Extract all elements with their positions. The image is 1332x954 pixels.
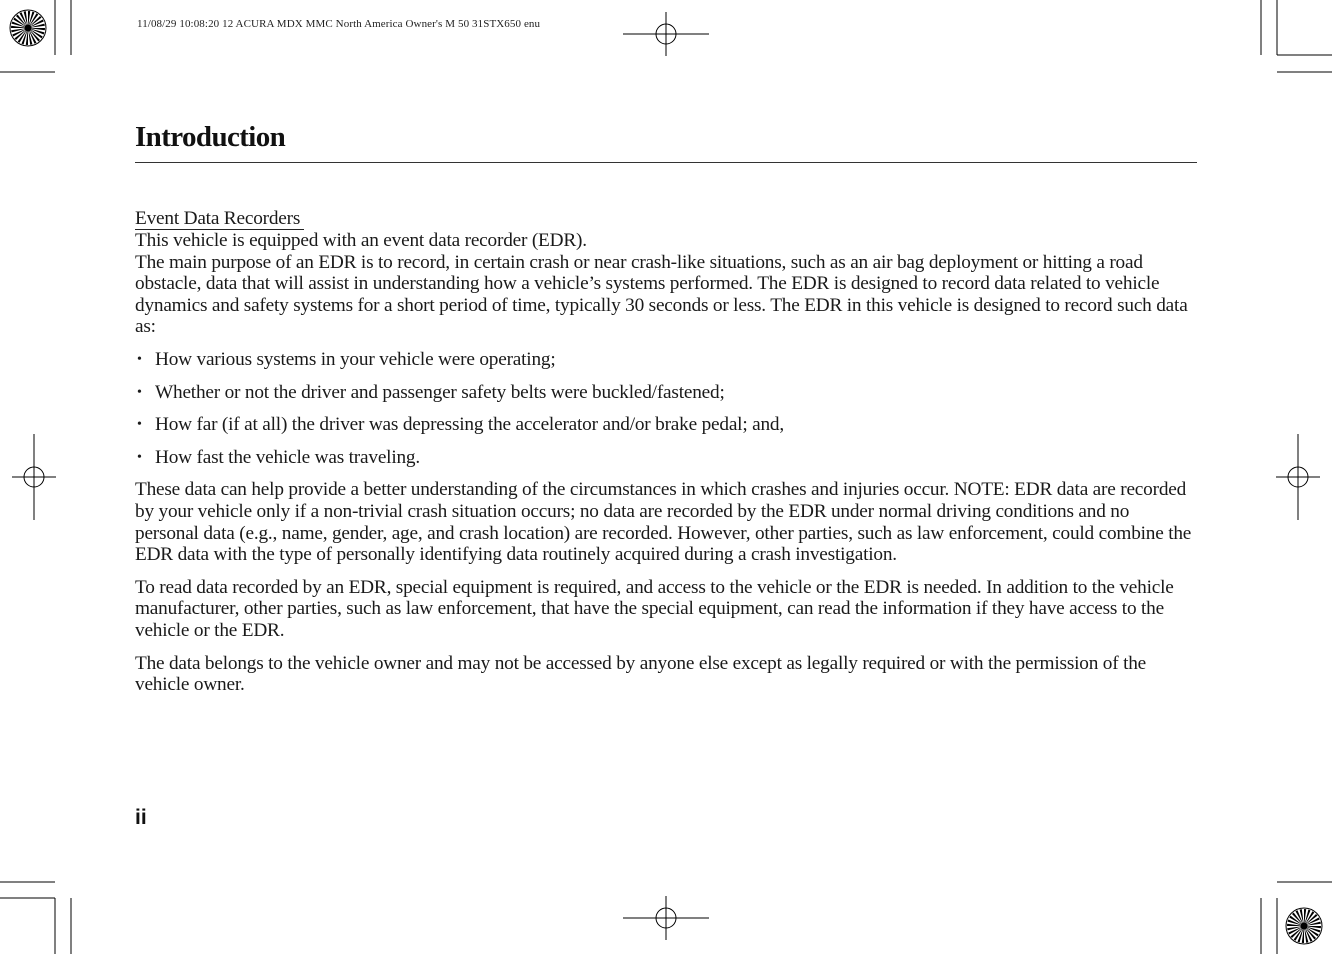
list-item	[135, 414, 1197, 436]
print-header: 11/08/29 10:08:20 12 ACURA MDX MMC North America Owner's M 50 31STX650 enu	[137, 18, 541, 30]
understanding-paragraph: These data can help provide a better understanding of the circumstances in which crashes and injuries occur. NOTE: EDR data are recorded by your vehicle only if a non-trivial crash situation occurs; no data are recorded by the EDR under normal driving conditions and no personal data (e.g., name, gender, age, and crash location) are recorded. However, other parties, such as law enforcement, could combine the EDR data with the type of personally identifying data routinely acquired during a crash investigation.	[135, 479, 1192, 566]
list-item	[135, 447, 1197, 469]
registration-target-bottom-right-icon	[1286, 908, 1322, 944]
list-item-text: How far (if at all) the driver was depressing the accelerator and/or brake pedal; and,	[155, 414, 784, 436]
crosshair-right-icon	[1276, 434, 1320, 520]
intro-line: This vehicle is equipped with an event data recorder (EDR).	[135, 230, 587, 251]
ownership-paragraph: The data belongs to the vehicle owner and may not be accessed by anyone else except as legally required or with the permission of the vehicle owner.	[135, 652, 1147, 696]
registration-target-top-left-icon	[10, 10, 46, 46]
section-heading: Event Data Recorders	[135, 209, 304, 230]
crosshair-left-icon	[12, 434, 56, 520]
section-heading-line	[135, 208, 1197, 230]
bullet-icon: •	[137, 351, 142, 367]
access-paragraph: To read data recorded by an EDR, special equipment is required, and access to the vehicle or the EDR is needed. In addition to the vehicle manufacturer, other parties, such as law enforcement, that have the special equipment, can read the information if they have access to the vehicle or the EDR.	[135, 576, 1174, 641]
page-title: Introduction	[135, 121, 286, 153]
list-item-text: How fast the vehicle was traveling.	[155, 446, 420, 468]
bullet-icon: •	[137, 417, 142, 433]
crosshair-bottom-icon	[623, 896, 709, 940]
bullet-icon: •	[137, 384, 142, 400]
list-item	[135, 349, 1197, 371]
section-content	[135, 208, 1197, 707]
page-number: ii	[135, 806, 147, 829]
title-rule	[135, 162, 1197, 163]
bullet-icon: •	[137, 449, 142, 465]
purpose-paragraph: The main purpose of an EDR is to record, in certain crash or near crash-like situations, such as an air bag deployment or hitting a road obstacle, data that will assist in understanding how a vehicle’s systems performed. The EDR is designed to record data related to vehicle dynamics and safety systems for a short period of time, typically 30 seconds or less. The EDR in this vehicle is designed to record such data as:	[135, 251, 1188, 338]
crosshair-top-icon	[623, 12, 709, 56]
list-item-text: Whether or not the driver and passenger safety belts were buckled/fastened;	[155, 381, 725, 403]
recorded-data-list	[135, 349, 1197, 468]
list-item-text: How various systems in your vehicle were operating;	[155, 348, 556, 370]
list-item	[135, 382, 1197, 404]
